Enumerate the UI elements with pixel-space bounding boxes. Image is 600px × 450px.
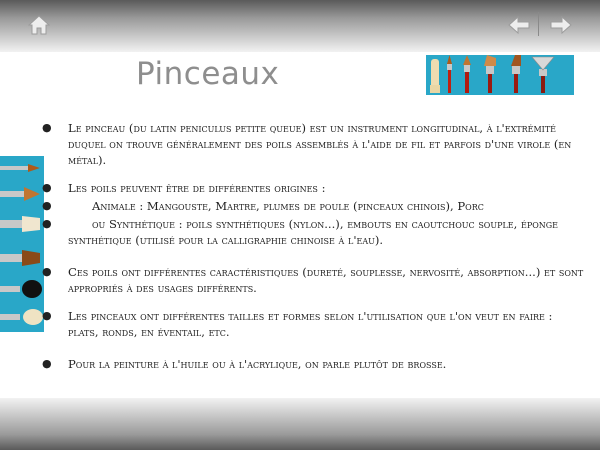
- arrow-left-icon: [508, 16, 530, 34]
- bullet-dot: ●: [42, 121, 52, 134]
- next-slide-button[interactable]: [548, 12, 574, 38]
- bullet-item: [42, 198, 586, 214]
- bullet-dot: ●: [42, 265, 52, 278]
- home-button[interactable]: [26, 12, 52, 38]
- bullet-dot: ●: [42, 309, 52, 322]
- arrow-right-icon: [550, 16, 572, 34]
- bullet-text: Les poils peuvent être de différentes origines :: [68, 181, 326, 195]
- bullet-text: Les pinceaux ont différentes tailles et formes selon l'utilisation que l'on veut en faire : plats, ronds, en éventail, etc.: [68, 309, 553, 339]
- top-navigation-bar: [0, 0, 600, 52]
- bullet-text: Animale : Mangouste, Martre, plumes de poule (pinceaux chinois), Porc: [92, 199, 484, 213]
- bullet-item: [42, 356, 586, 372]
- bullet-item: [42, 216, 586, 248]
- home-icon: [28, 15, 50, 35]
- brushes-side-image: [0, 156, 44, 332]
- bullet-text: Pour la peinture à l'huile ou à l'acrylique, on parle plutôt de brosse.: [68, 357, 447, 371]
- bullet-item: [42, 120, 586, 168]
- bullet-item: [42, 308, 586, 340]
- bullet-dot: ●: [42, 357, 52, 370]
- bullet-text: Le pinceau (du latin peniculus petite queue) est un instrument longitudinal, à l'extrémité duquel on trouve généralement des poils assemblés à l'aide de fil et parfois d'une virole (en métal).: [68, 121, 572, 167]
- bullet-item: [42, 180, 586, 196]
- bullet-dot: ●: [42, 199, 52, 212]
- slide-title: Pinceaux: [136, 56, 280, 92]
- brushes-thumbnail-image: [426, 55, 574, 95]
- bullet-dot: ●: [42, 181, 52, 194]
- previous-slide-button[interactable]: [506, 12, 532, 38]
- nav-divider: [538, 12, 539, 36]
- bullet-item: [42, 264, 586, 296]
- bullet-text: ou Synthétique : poils synthétiques (nylon...), embouts en caoutchouc souple, éponge synthétique (utilisé pour la calligraphie chinoise à l'eau).: [68, 217, 559, 247]
- bullet-dot: ●: [42, 217, 52, 230]
- bullet-text: Ces poils ont différentes caractéristiques (dureté, souplesse, nervosité, absorption...) et sont appropriés à des usages différents.: [68, 265, 584, 295]
- bottom-bar: [0, 398, 600, 450]
